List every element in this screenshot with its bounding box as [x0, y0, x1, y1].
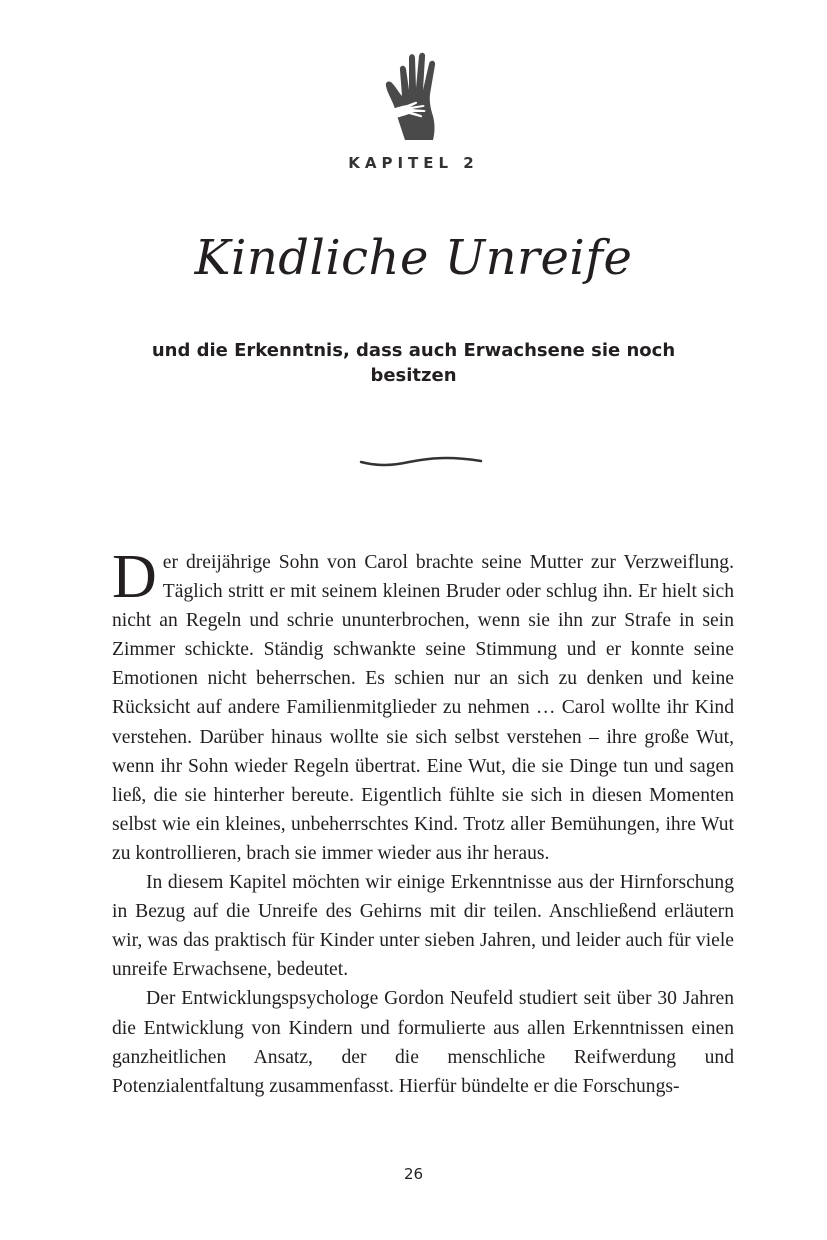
chapter-label: KAPITEL 2	[348, 154, 479, 172]
hand-holding-child-hand-icon	[385, 50, 447, 142]
page-number: 26	[403, 1165, 424, 1183]
paragraph-3: Der Entwicklungspsychologe Gordon Neufeld studiert seit über 30 Jahren die Entwicklung von Kindern und formulierte aus allen Erkenntnissen einen ganzheitlichen Ansatz, der die menschliche Reifwerdung und Potenzialentfaltung zusammenfasst. Hierfür bündelte er die Forschungs-	[112, 988, 734, 1097]
paragraph-1	[112, 543, 734, 868]
wave-divider	[359, 450, 483, 470]
chapter-subtitle: und die Erkenntnis, dass auch Erwachsene sie noch besitzen	[151, 340, 676, 386]
paragraph-2: In diesem Kapitel möchten wir einige Erkenntnisse aus der Hirnforschung in Bezug auf die Unreife des Gehirns mit dir teilen. Anschließend erläutern wir, was das praktisch für Kinder unter sieben Jahren, und leider auch für viele unreife Erwachsene, bedeutet.	[112, 872, 734, 981]
paragraph-1-text: er dreijährige Sohn von Carol brachte seine Mutter zur Verzweiflung. Täglich stritt er mit seinem kleinen Bruder oder schlug ihn. Er hielt sich nicht an Regeln und schrie ununterbrochen, wenn sie ihn zur Strafe in sein Zimmer schickte. Ständig schwankte seine Stimmung und er konnte seine Emotionen nicht beherrschen. Es schien nur an sich zu denken und keine Rücksicht auf andere Familienmitglieder zu nehmen … Carol wollte ihr Kind verstehen. Darüber hinaus wollte sie sich selbst verstehen – ihre große Wut, wenn ihr Sohn wieder Regeln übertrat. Eine Wut, die sie Dinge tun und sagen ließ, die sie hinterher bereute. Eigentlich fühlte sie sich in diesen Momenten selbst wie ein kleines, unbeherrschtes Kind. Trotz aller Bemühungen, ihre Wut zu kontrollieren, brach sie immer wieder aus ihr heraus.	[112, 552, 734, 864]
chapter-title: Kindliche Unreife	[194, 230, 633, 286]
drop-cap: D	[112, 543, 157, 611]
body-text	[112, 543, 734, 1101]
